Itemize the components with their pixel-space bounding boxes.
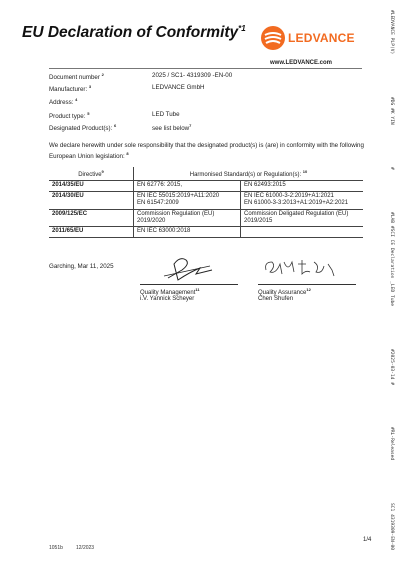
logo-circle-icon [261,26,285,50]
side-segment: #RL-Released [389,427,394,461]
title-text: EU Declaration of Conformity [22,24,239,42]
designated-products-value: see list below$^7$ [152,123,192,133]
side-margin-metadata [384,10,394,550]
product-type-value: LED Tube [152,111,180,118]
qm-role: Quality Management$^{11}$ [140,287,200,296]
document-title [22,24,246,42]
table-row [49,191,363,209]
website-link[interactable]: www.LEDVANCE.com [270,60,333,66]
standard-cell: EN IEC 61000-3-2:2019+A1:2021 EN 61000-3-3:2013+A1:2019+A2:2021 [241,191,364,209]
standard-cell: Commission Deligated Regulation (EU) 2019/2015 [241,209,364,227]
qa-signature-image [262,256,342,282]
form-code: 1051b [49,545,63,551]
directive-cell: 2014/35/EU [49,181,134,191]
table-header-row [49,167,363,181]
side-segment: SC1 4319309-EN-00 [389,502,394,550]
directive-cell: 2009/125/EC [49,209,134,227]
qm-name: i.V. Yannick Scheyer [140,296,195,302]
standard-cell: Commission Regulation (EU) 2019/2020 [134,209,241,227]
manufacturer-label: Manufacturer: $^3$ [49,84,92,94]
qm-signature-line [140,284,238,285]
manufacturer-value: LEDVANCE GmbH [152,84,205,91]
ledvance-logo [256,22,378,52]
title-footnote: *1 [238,24,246,33]
document-number-value: 2025 / SC1- 4319309 -EN-00 [152,72,233,79]
side-segment: #2025-03-14 # [389,348,394,385]
table-row [49,227,363,237]
standard-cell: EN IEC 63000:2018 [134,227,241,237]
header-divider [49,68,362,69]
page-number: 1/4 [363,537,372,543]
form-date: 12/2023 [76,545,95,551]
standard-cell: EN 62776: 2015, [134,181,241,191]
standard-cell [241,227,364,237]
side-segment: # [389,166,394,170]
place-and-date: Garching, Mar 11, 2025 [49,263,114,270]
standards-column-header: Harmonised Standard(s) or Regulation(s): $^{10}$ [134,167,364,181]
designated-products-label: Designated Product(s): $^6$ [49,123,117,133]
directive-cell: 2014/30/EU [49,191,134,209]
address-label: Address: $^4$ [49,97,78,107]
side-segment: #DG #K YIN [389,96,394,125]
directive-cell: 2011/65/EU [49,227,134,237]
declaration-statement: We declare herewith under sole responsibility that the designated product(s) is (are) in conformity with the following European Union legislation: $^8$ [49,142,364,161]
table-row [49,181,363,191]
standards-table [49,167,363,238]
qm-signature-image [160,254,220,284]
standard-cell: EN IEC 55015:2019+A11:2020 EN 61547:2009 [134,191,241,209]
standard-cell: EN 62493:2015 [241,181,364,191]
table-row [49,209,363,227]
side-segment: #LEDVANCE PLP(V) [389,10,394,55]
qa-role: Quality Assurance$^{12}$ [258,287,311,296]
qa-name: Chen Shufen [258,296,294,302]
qa-signature-line [258,284,356,285]
document-number-label: Document number $^2$ [49,72,104,82]
directive-column-header: Directive$^9$ [49,167,134,181]
product-type-label: Product type: $^5$ [49,111,90,121]
logo-wordmark: LEDVANCE [288,31,355,45]
side-segment: #LAB #SCI CE Declaration _LED Tube [389,212,394,307]
